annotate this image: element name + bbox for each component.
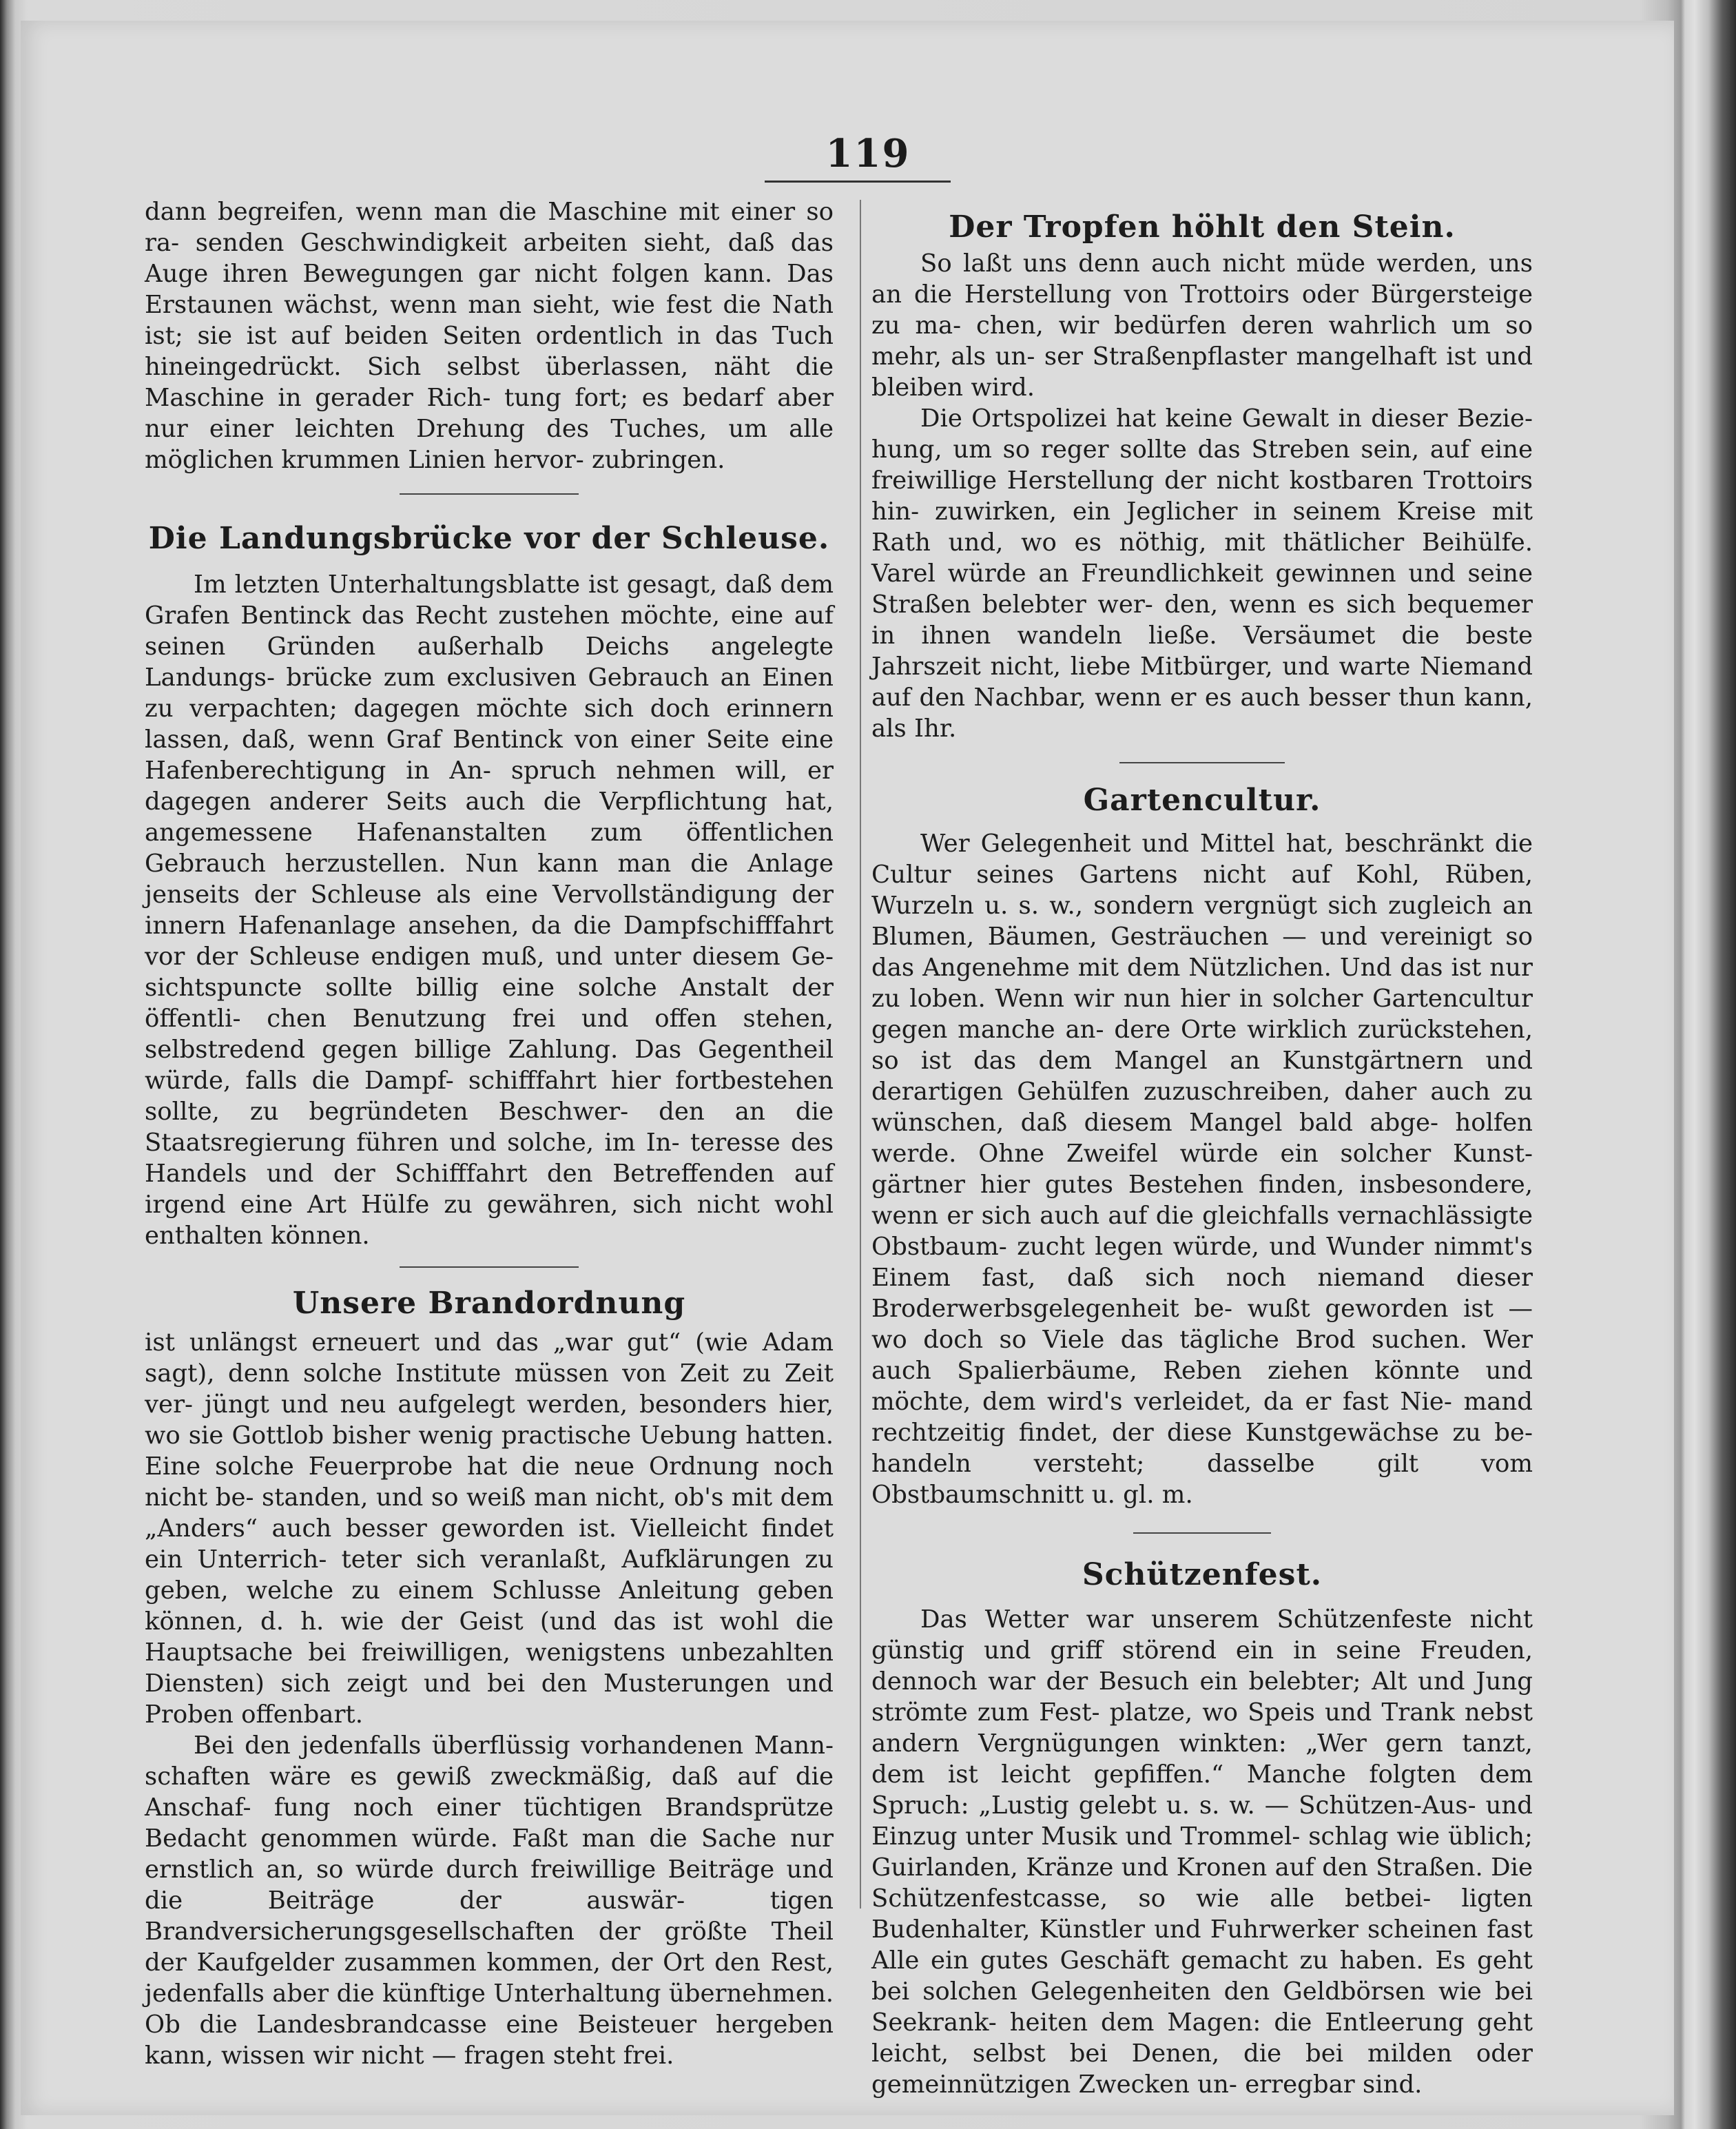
text-line: Schützen-Aus- und Einzug unter Musik und Trommel- (871, 1791, 1533, 1851)
text-line: einem Schlusse Anleitung geben können, d. h. wie der (145, 1576, 834, 1636)
text-line: chen Benutzung frei und offen stehen, selbstredend gegen (145, 1005, 834, 1064)
text-line: enthalten können. (145, 1222, 370, 1250)
tropfen-paragraph-2 (871, 403, 1533, 744)
text-line: jedenfalls aber die künftige Unterhaltung übernehmen. (145, 1979, 834, 2008)
text-line: Bei den jedenfalls überflüssig vorhandenen Mann- (194, 1731, 834, 1760)
text-line: schaften wäre es gewiß zweckmäßig, daß auf die Anschaf- (145, 1762, 834, 1822)
intro-paragraph (145, 196, 834, 475)
text-line: Die Ortspolizei hat keine Gewalt in dieser Bezie- (920, 404, 1533, 433)
section-rule (1119, 762, 1285, 763)
text-line: die Herstellung von Trottoirs oder Bürgersteige zu ma- (871, 280, 1533, 340)
text-line: seinen Gründen außerhalb Deichs angelegte Landungs- (145, 632, 834, 692)
text-line: und warte Niemand auf den Nachbar, wenn er es auch (871, 652, 1533, 712)
text-line: fung noch einer tüchtigen Brandsprütze Bedacht genommen (145, 1793, 834, 1853)
right-column (871, 207, 1533, 2100)
text-line: tigen Brandversicherungsgesellschaften der größte Theil (145, 1886, 834, 1946)
text-line: Besuch ein belebter; Alt und Jung strömte zum Fest- (871, 1667, 1533, 1727)
text-line: ist unlängst erneuert und das „war gut“ (wie Adam (145, 1328, 834, 1357)
text-line: wissen wir nicht — fragen steht frei. (221, 2041, 674, 2070)
text-line: Wer Gelegenheit und Mittel hat, beschränkt die (920, 830, 1533, 858)
text-line: an Kunstgärtnern und derartigen Gehülfen zuzuschreiben, (871, 1047, 1533, 1106)
text-line: schlag wie üblich; Guirlanden, Kränze und Kronen auf (871, 1822, 1533, 1882)
text-line: auf irgend eine Art Hülfe zu gewähren, sich nicht wohl (145, 1160, 834, 1219)
text-line: zubringen. (592, 446, 725, 474)
text-line: Versäumet die beste Jahrszeit nicht, liebe Mitbürger, (871, 621, 1533, 681)
text-line: Grafen Bentinck das Recht zustehen möchte, eine auf (145, 601, 834, 630)
text-line: Anlage jenseits der Schleuse als eine Vervollständigung (145, 850, 834, 909)
text-line: Im letzten Unterhaltungsblatte ist gesagt, daß dem (194, 570, 834, 599)
text-line: Bewegungen gar nicht folgen kann. Das Erstaunen (145, 260, 834, 319)
section-rule (400, 1266, 579, 1268)
text-line: daß sich noch niemand dieser Broderwerbsgelegenheit be- (871, 1264, 1533, 1323)
text-line: wußt geworden ist — wo doch so Viele das tägliche (871, 1295, 1533, 1354)
text-line: des Tuches, um alle möglichen krummen Linien hervor- (145, 415, 834, 474)
page-number: 119 (825, 131, 911, 176)
text-line: senden Geschwindigkeit arbeiten sieht, daß das Auge ihren (145, 229, 834, 288)
heading-tropfen: Der Tropfen höhlt den Stein. (949, 209, 1456, 245)
text-line: Musterungen und Proben offenbart. (145, 1669, 834, 1729)
text-line: könnte und möchte, dem wird's verleidet, da er fast Nie- (871, 1357, 1533, 1416)
text-line: mand rechtzeitig findet, der diese Kunstgewächse zu be- (871, 1388, 1533, 1447)
text-line: Manche folgten dem Spruch: „Lustig gelebt u. s. w. — (871, 1760, 1533, 1820)
text-line: winkten: „Wer gern tanzt, dem ist leicht gepfiffen.“ (871, 1729, 1533, 1789)
text-line: zucht legen würde, und Wunder nimmt's Einem fast, (871, 1233, 1533, 1292)
text-line: Verpflichtung hat, angemessene Hafenanstalten zum (145, 788, 834, 847)
text-line: öffentlichen Gebrauch herzustellen. Nun kann man die (145, 819, 834, 878)
text-line: Brod suchen. Wer auch Spalierbäume, Reben ziehen (871, 1326, 1533, 1385)
gartencultur-paragraph (871, 828, 1533, 1510)
text-line: dere Orte wirklich zurückstehen, so ist das dem Mangel (871, 1016, 1533, 1075)
text-line: Bentinck von einer Seite eine Hafenberechtigung in An- (145, 726, 834, 785)
text-line: erregbar sind. (1245, 2070, 1423, 2099)
text-line: daher auch zu wünschen, daß diesem Mangel bald abge- (871, 1078, 1533, 1137)
text-line: dann begreifen, wenn man die Maschine mit einer so ra- (145, 198, 834, 257)
text-line: Alle ein gutes Geschäft gemacht zu haben. Es geht bei (871, 1946, 1533, 2006)
page-number-rule (765, 181, 951, 183)
heading-gartencultur: Gartencultur. (1083, 783, 1321, 818)
text-line: hung, um so reger sollte das Streben sein, auf eine (871, 435, 1533, 464)
text-line: holfen werde. Ohne Zweifel würde ein solcher Kunst- (871, 1109, 1533, 1168)
text-line: heiten dem Magen: die Entleerung geht leicht, selbst bei (871, 2008, 1533, 2068)
text-line: gärtner hier gutes Bestehen finden, insbesondere, wenn (871, 1171, 1533, 1230)
text-line: besser thun kann, als Ihr. (871, 683, 1533, 743)
text-line: sichtspuncte sollte billig eine solche Anstalt der öffentli- (145, 974, 834, 1033)
text-line: teter sich veranlaßt, Aufklärungen zu geben, welche zu (145, 1545, 834, 1605)
text-line: standen, und so weiß man nicht, ob's mit dem „Anders“ (145, 1483, 834, 1543)
text-line: jüngt und neu aufgelegt werden, besonders hier, wo sie (145, 1390, 834, 1450)
text-line: Das Wetter war unserem Schützenfeste nicht günstig (871, 1605, 1533, 1665)
text-line: solche Feuerprobe hat die neue Ordnung noch nicht be- (145, 1452, 834, 1512)
text-line: Cultur seines Gartens nicht auf Kohl, Rüben, Wurzeln (871, 861, 1533, 920)
text-line: würde. Faßt man die Sache nur ernstlich an, so würde (145, 1824, 834, 1884)
text-line: schifffahrt hier fortbestehen sollte, zu begründeten Beschwer- (145, 1067, 834, 1126)
text-line: sagt), denn solche Institute müssen von Zeit zu Zeit ver- (145, 1359, 834, 1419)
schuetzenfest-paragraph (871, 1604, 1533, 2100)
text-line: wächst, wenn man sieht, wie fest die Nath ist; sie ist (145, 291, 834, 350)
text-line: solchen Gelegenheiten den Geldbörsen wie bei Seekrank- (871, 1977, 1533, 2037)
text-line: Bäumen, Gesträuchen — und vereinigt so das Angenehme (871, 923, 1533, 982)
text-line: tung fort; es bedarf aber nur einer leichten Drehung (145, 384, 834, 443)
text-line: ser Straßenpflaster mangelhaft ist und bleiben wird. (871, 342, 1533, 402)
text-line: den an die Staatsregierung führen und solche, im In- (145, 1098, 834, 1157)
text-line: Geist (und das ist wohl die Hauptsache bei freiwilligen, (145, 1607, 834, 1667)
text-line: den Straßen. Die Schützenfestcasse, so wie alle betbei- (871, 1853, 1533, 1913)
text-line: auch besser geworden ist. Vielleicht findet ein Unterrich- (145, 1514, 834, 1574)
text-line: freiwillige Herstellung der nicht kostbaren Trottoirs hin- (871, 466, 1533, 526)
newspaper-page (21, 21, 1674, 2115)
text-line: wo es nöthig, mit thätlicher Beihülfe. Varel würde an (871, 528, 1533, 588)
landungsbruecke-paragraph (145, 569, 834, 1251)
section-rule (1133, 1532, 1271, 1534)
text-line: handeln versteht; dasselbe gilt vom Obstbaumschnitt u. gl. m. (871, 1450, 1533, 1509)
text-line: So laßt uns denn auch nicht müde werden, uns an (871, 249, 1533, 309)
text-line: auf beiden Seiten ordentlich in das Tuch hineingedrückt. (145, 322, 834, 381)
text-line: billige Zahlung. Das Gegentheil würde, falls die Dampf- (145, 1036, 834, 1095)
text-line: chen, wir bedürfen deren wahrlich um so mehr, als un- (871, 311, 1533, 371)
text-line: brücke zum exclusiven Gebrauch an Einen zu verpachten; (145, 664, 834, 723)
text-line: u. s. w., sondern vergnügt sich zugleich an Blumen, (871, 892, 1533, 951)
text-line: zuwirken, ein Jeglicher in seinem Kreise mit Rath und, (871, 497, 1533, 557)
tropfen-paragraph-1 (871, 248, 1533, 403)
text-line: er sich auch auf die gleichfalls vernachlässigte Obstbaum- (871, 1202, 1533, 1261)
text-line: teresse des Handels und der Schifffahrt den Betreffenden (145, 1129, 834, 1188)
text-line: Gottlob bisher wenig practische Uebung hatten. Eine (145, 1421, 834, 1481)
left-column (145, 196, 834, 2071)
text-line: Denen, die bei milden oder gemeinnützigen Zwecken un- (871, 2039, 1533, 2099)
text-line: durch freiwillige Beiträge und die Beiträge der auswär- (145, 1855, 834, 1915)
text-line: wenigstens unbezahlten Diensten) sich zeigt und bei den (145, 1638, 834, 1698)
text-line: dagegen möchte sich doch erinnern lassen, daß, wenn Graf (145, 695, 834, 754)
heading-landungsbruecke: Die Landungsbrücke vor der Schleuse. (148, 521, 830, 556)
text-line: wir nun hier in solcher Gartencultur gegen manche an- (871, 985, 1533, 1044)
heading-schuetzenfest: Schützenfest. (1082, 1557, 1323, 1592)
text-line: und griff störend ein in seine Freuden, dennoch war der (871, 1636, 1533, 1696)
text-line: Ob die Landesbrandcasse eine Beisteuer hergeben kann, (145, 2010, 834, 2070)
heading-brandordnung: Unsere Brandordnung (292, 1286, 686, 1321)
text-line: der innern Hafenanlage ansehen, da die Dampfschifffahrt (145, 881, 834, 940)
text-line: Freundlichkeit gewinnen und seine Straßen belebter wer- (871, 559, 1533, 619)
text-line: platze, wo Speis und Trank nebst andern Vergnügungen (871, 1698, 1533, 1758)
column-divider (860, 200, 861, 1909)
brandordnung-paragraph-1 (145, 1327, 834, 1730)
text-line: mit dem Nützlichen. Und das ist nur zu loben. Wenn (871, 954, 1533, 1013)
text-line: spruch nehmen will, er dagegen anderer Seits auch die (145, 757, 834, 816)
brandordnung-paragraph-2 (145, 1730, 834, 2071)
text-line: den, wenn es sich bequemer in ihnen wandeln ließe. (871, 590, 1533, 650)
text-line: ligten Budenhalter, Künstler und Fuhrwerker scheinen fast (871, 1884, 1533, 1944)
text-line: Sich selbst überlassen, näht die Maschine in gerader Rich- (145, 353, 834, 412)
text-line: der Kaufgelder zusammen kommen, der Ort den Rest, (145, 1948, 834, 1977)
text-line: vor der Schleuse endigen muß, und unter diesem Ge- (145, 943, 834, 971)
section-rule (400, 493, 579, 495)
